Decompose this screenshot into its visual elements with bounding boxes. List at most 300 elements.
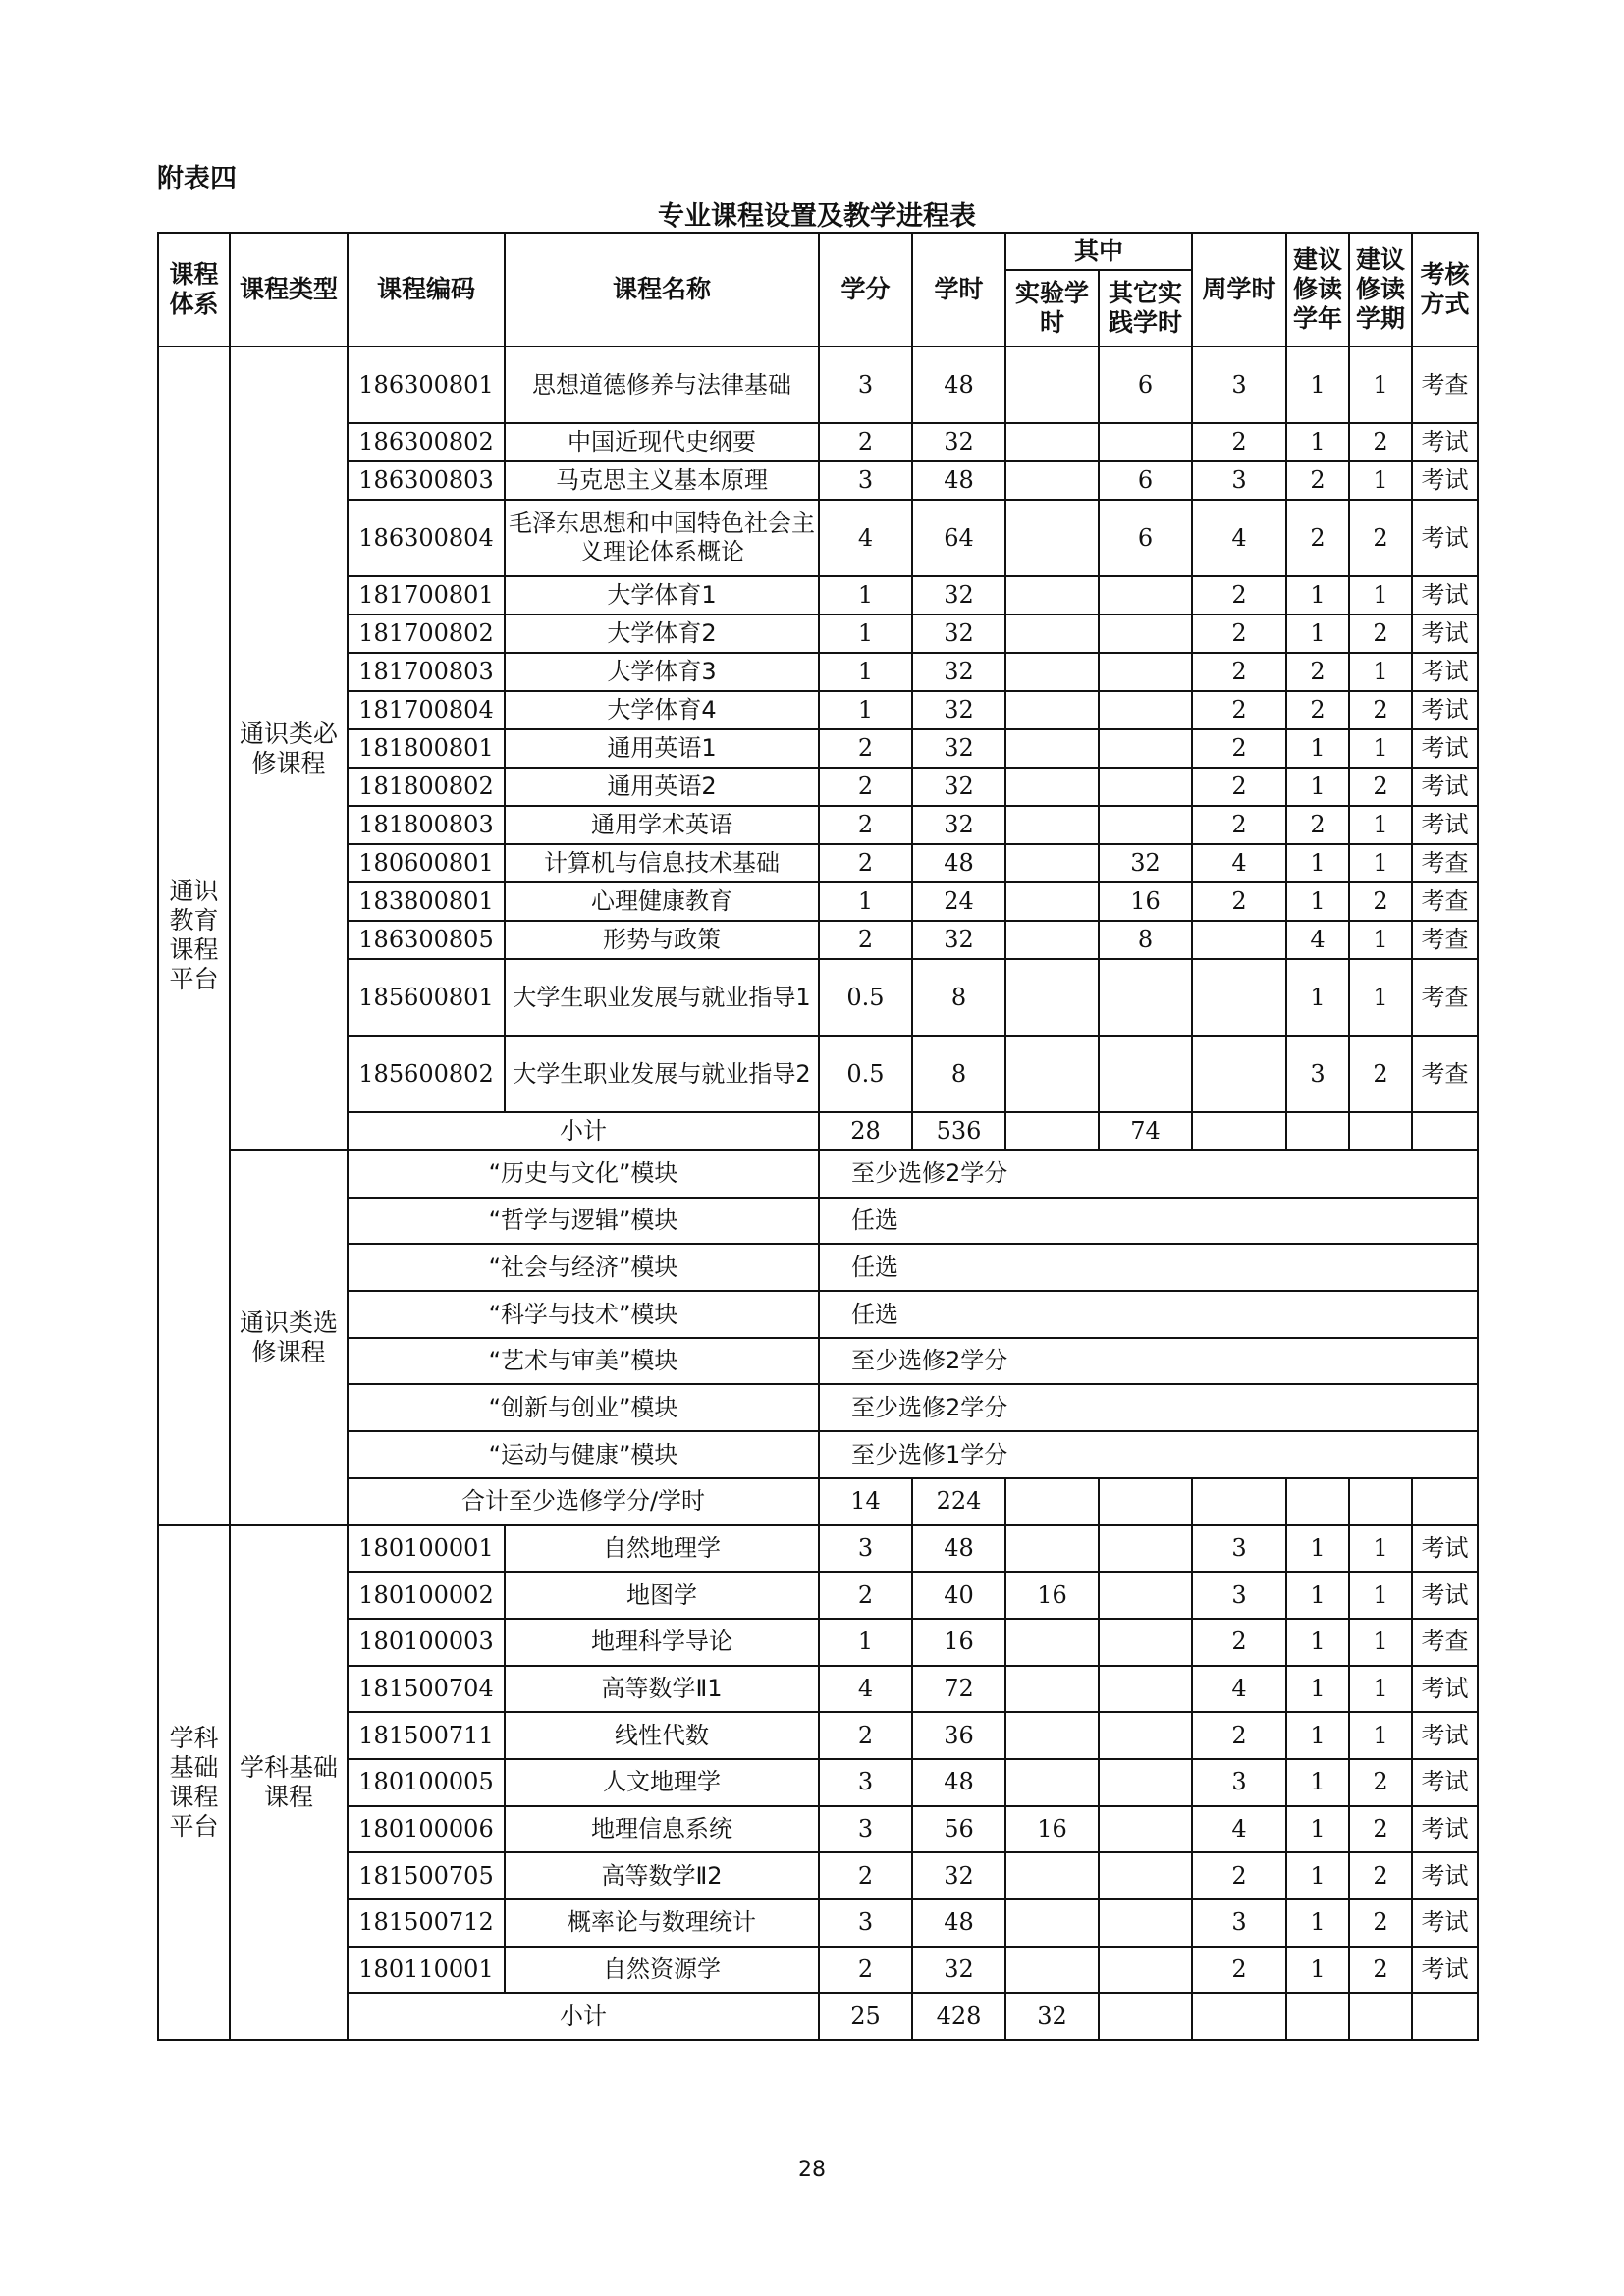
header-system: 课程体系 [158,233,230,347]
course-lab [1005,691,1099,729]
module-name: “艺术与审美”模块 [348,1338,819,1385]
course-code: 181700802 [348,614,505,653]
course-row [158,1947,1478,1994]
course-name: 自然地理学 [505,1525,819,1573]
course-weekly [1192,1036,1286,1112]
course-credit: 1 [819,576,912,614]
course-lab [1005,882,1099,921]
course-weekly: 2 [1192,1852,1286,1899]
module-name: “创新与创业”模块 [348,1384,819,1431]
header-row-1 [158,233,1478,270]
course-code: 180110001 [348,1947,505,1994]
course-weekly: 2 [1192,1619,1286,1666]
course-row [158,576,1478,614]
course-assess: 考试 [1412,806,1478,844]
course-name: 自然资源学 [505,1947,819,1994]
course-code: 185600802 [348,1036,505,1112]
type-general-required: 通识类必修课程 [230,347,348,1150]
course-other: 16 [1099,882,1192,921]
course-hours: 8 [912,959,1005,1036]
course-assess: 考试 [1412,1666,1478,1713]
course-assess: 考试 [1412,691,1478,729]
header-year: 建议修读学年 [1286,233,1349,347]
course-name: 心理健康教育 [505,882,819,921]
course-hours: 24 [912,882,1005,921]
header-lab: 实验学时 [1005,270,1099,347]
course-other [1099,1806,1192,1853]
course-code: 181700801 [348,576,505,614]
course-lab [1005,1759,1099,1806]
course-lab [1005,1947,1099,1994]
course-term: 1 [1349,1525,1412,1573]
course-hours: 40 [912,1572,1005,1619]
course-schedule-table [157,232,1479,2041]
course-term: 2 [1349,1899,1412,1947]
course-weekly: 3 [1192,461,1286,500]
course-weekly: 2 [1192,614,1286,653]
table-title: 专业课程设置及教学进程表 [658,201,976,232]
course-credit: 1 [819,614,912,653]
subtotal-lab: 32 [1005,1993,1099,2040]
course-term: 1 [1349,347,1412,423]
platform-general-education: 通识教育课程平台 [158,347,230,1525]
course-weekly [1192,921,1286,959]
course-code: 185600801 [348,959,505,1036]
course-weekly: 3 [1192,1525,1286,1573]
elective-total-year [1286,1478,1349,1525]
course-assess: 考查 [1412,921,1478,959]
header-credit: 学分 [819,233,912,347]
elective-total-hours: 224 [912,1478,1005,1525]
course-name: 形势与政策 [505,921,819,959]
course-weekly: 3 [1192,1759,1286,1806]
course-year: 1 [1286,1525,1349,1573]
subtotal-label: 小计 [348,1993,819,2040]
course-code: 181500705 [348,1852,505,1899]
elective-total-label: 合计至少选修学分/学时 [348,1478,819,1525]
course-year: 1 [1286,1759,1349,1806]
course-hours: 32 [912,691,1005,729]
course-lab [1005,921,1099,959]
course-row [158,423,1478,461]
course-name: 大学体育1 [505,576,819,614]
module-row [158,1338,1478,1385]
course-code: 181500712 [348,1899,505,1947]
subtotal-assess [1412,1993,1478,2040]
course-hours: 32 [912,768,1005,806]
subtotal-hours: 536 [912,1112,1005,1150]
course-name: 中国近现代史纲要 [505,423,819,461]
course-term: 2 [1349,1852,1412,1899]
course-term: 2 [1349,614,1412,653]
module-row [158,1150,1478,1198]
course-code: 181700804 [348,691,505,729]
course-weekly: 4 [1192,844,1286,882]
course-other [1099,1666,1192,1713]
course-hours: 48 [912,844,1005,882]
course-other [1099,1572,1192,1619]
course-code: 181700803 [348,653,505,691]
course-term: 1 [1349,1619,1412,1666]
course-assess: 考试 [1412,500,1478,576]
course-name: 人文地理学 [505,1759,819,1806]
course-credit: 1 [819,653,912,691]
course-code: 181500704 [348,1666,505,1713]
course-hours: 32 [912,806,1005,844]
course-credit: 2 [819,729,912,768]
course-name: 大学体育2 [505,614,819,653]
course-row [158,1619,1478,1666]
course-lab [1005,844,1099,882]
course-code: 181800802 [348,768,505,806]
course-weekly: 4 [1192,1806,1286,1853]
course-row [158,1572,1478,1619]
elective-total-term [1349,1478,1412,1525]
course-row [158,691,1478,729]
course-credit: 3 [819,1899,912,1947]
course-other: 8 [1099,921,1192,959]
header-assess: 考核方式 [1412,233,1478,347]
course-other [1099,806,1192,844]
course-term: 1 [1349,959,1412,1036]
module-requirement: 至少选修2学分 [819,1150,1478,1198]
course-hours: 32 [912,423,1005,461]
course-credit: 3 [819,1759,912,1806]
course-term: 1 [1349,844,1412,882]
elective-total-weekly [1192,1478,1286,1525]
appendix-label: 附表四 [157,164,237,194]
course-weekly: 2 [1192,1712,1286,1759]
module-name: “运动与健康”模块 [348,1431,819,1478]
course-hours: 56 [912,1806,1005,1853]
course-assess: 考试 [1412,768,1478,806]
subtotal-row [158,1993,1478,2040]
module-name: “历史与文化”模块 [348,1150,819,1198]
course-year: 1 [1286,959,1349,1036]
subtotal-label: 小计 [348,1112,819,1150]
course-credit: 0.5 [819,1036,912,1112]
course-weekly: 2 [1192,882,1286,921]
course-row [158,1806,1478,1853]
module-row [158,1291,1478,1338]
subtotal-hours: 428 [912,1993,1005,2040]
course-row [158,461,1478,500]
module-row [158,1244,1478,1291]
course-weekly [1192,959,1286,1036]
course-assess: 考查 [1412,882,1478,921]
course-weekly: 2 [1192,691,1286,729]
course-term: 1 [1349,921,1412,959]
course-lab [1005,347,1099,423]
course-term: 1 [1349,729,1412,768]
course-code: 186300802 [348,423,505,461]
course-assess: 考试 [1412,653,1478,691]
course-other [1099,691,1192,729]
course-term: 2 [1349,1759,1412,1806]
course-row [158,959,1478,1036]
course-other [1099,729,1192,768]
course-weekly: 2 [1192,1947,1286,1994]
course-credit: 2 [819,768,912,806]
course-lab [1005,1619,1099,1666]
course-lab [1005,1712,1099,1759]
course-row [158,1759,1478,1806]
subtotal-assess [1412,1112,1478,1150]
platform-discipline-foundation: 学科基础课程平台 [158,1525,230,2041]
course-code: 181800801 [348,729,505,768]
module-requirement: 任选 [819,1244,1478,1291]
course-lab [1005,423,1099,461]
module-requirement: 至少选修2学分 [819,1338,1478,1385]
course-row [158,882,1478,921]
module-requirement: 至少选修2学分 [819,1384,1478,1431]
module-row [158,1198,1478,1245]
course-assess: 考试 [1412,1899,1478,1947]
subtotal-credit: 28 [819,1112,912,1150]
subtotal-row [158,1112,1478,1150]
course-other [1099,1619,1192,1666]
course-term: 2 [1349,768,1412,806]
course-code: 180600801 [348,844,505,882]
course-year: 1 [1286,729,1349,768]
course-lab [1005,653,1099,691]
course-year: 2 [1286,653,1349,691]
module-requirement: 任选 [819,1198,1478,1245]
course-hours: 32 [912,653,1005,691]
course-code: 186300805 [348,921,505,959]
course-weekly: 2 [1192,806,1286,844]
course-code: 180100001 [348,1525,505,1573]
course-credit: 1 [819,1619,912,1666]
course-code: 186300801 [348,347,505,423]
course-lab [1005,1666,1099,1713]
course-weekly: 2 [1192,576,1286,614]
course-hours: 72 [912,1666,1005,1713]
course-lab [1005,576,1099,614]
course-hours: 48 [912,1525,1005,1573]
course-term: 2 [1349,500,1412,576]
course-credit: 1 [819,691,912,729]
course-code: 180100005 [348,1759,505,1806]
course-lab [1005,1852,1099,1899]
course-assess: 考试 [1412,1525,1478,1573]
course-year: 2 [1286,806,1349,844]
course-name: 线性代数 [505,1712,819,1759]
course-row [158,729,1478,768]
course-year: 1 [1286,1852,1349,1899]
course-lab [1005,959,1099,1036]
course-year: 1 [1286,1619,1349,1666]
course-credit: 1 [819,882,912,921]
module-requirement: 任选 [819,1291,1478,1338]
page-number: 28 [798,2158,826,2182]
course-other [1099,768,1192,806]
header-name: 课程名称 [505,233,819,347]
course-name: 思想道德修养与法律基础 [505,347,819,423]
course-name: 马克思主义基本原理 [505,461,819,500]
subtotal-lab [1005,1112,1099,1150]
course-name: 高等数学Ⅱ1 [505,1666,819,1713]
course-row [158,653,1478,691]
course-credit: 2 [819,1947,912,1994]
course-assess: 考查 [1412,1619,1478,1666]
course-row [158,921,1478,959]
course-weekly: 3 [1192,1899,1286,1947]
course-name: 通用英语2 [505,768,819,806]
course-year: 1 [1286,882,1349,921]
course-credit: 2 [819,844,912,882]
course-other [1099,1036,1192,1112]
course-row [158,1712,1478,1759]
course-weekly: 2 [1192,768,1286,806]
course-hours: 32 [912,921,1005,959]
course-name: 地图学 [505,1572,819,1619]
course-year: 1 [1286,347,1349,423]
course-hours: 64 [912,500,1005,576]
course-code: 183800801 [348,882,505,921]
course-assess: 考查 [1412,844,1478,882]
course-other [1099,1525,1192,1573]
course-weekly: 4 [1192,1666,1286,1713]
course-hours: 48 [912,347,1005,423]
course-year: 1 [1286,768,1349,806]
course-hours: 16 [912,1619,1005,1666]
course-other [1099,1899,1192,1947]
course-name: 大学生职业发展与就业指导2 [505,1036,819,1112]
course-row [158,500,1478,576]
header-hours: 学时 [912,233,1005,347]
course-code: 181500711 [348,1712,505,1759]
course-weekly: 2 [1192,423,1286,461]
course-other [1099,1759,1192,1806]
course-other [1099,959,1192,1036]
course-name: 计算机与信息技术基础 [505,844,819,882]
course-lab [1005,1525,1099,1573]
elective-total-other [1099,1478,1192,1525]
course-term: 1 [1349,806,1412,844]
course-credit: 2 [819,806,912,844]
course-name: 通用学术英语 [505,806,819,844]
course-credit: 4 [819,1666,912,1713]
elective-total-lab [1005,1478,1099,1525]
course-assess: 考试 [1412,729,1478,768]
course-row [158,1525,1478,1573]
course-lab [1005,1036,1099,1112]
course-credit: 4 [819,500,912,576]
module-row [158,1384,1478,1431]
course-lab: 16 [1005,1572,1099,1619]
course-term: 1 [1349,1572,1412,1619]
course-name: 通用英语1 [505,729,819,768]
course-assess: 考试 [1412,1759,1478,1806]
module-name: “社会与经济”模块 [348,1244,819,1291]
course-other [1099,1852,1192,1899]
course-other: 6 [1099,347,1192,423]
course-weekly: 3 [1192,347,1286,423]
course-assess: 考试 [1412,423,1478,461]
course-row [158,806,1478,844]
course-hours: 48 [912,461,1005,500]
subtotal-other [1099,1993,1192,2040]
module-row [158,1431,1478,1478]
course-credit: 3 [819,1525,912,1573]
course-lab [1005,500,1099,576]
course-row [158,614,1478,653]
course-other: 6 [1099,461,1192,500]
course-assess: 考试 [1412,1712,1478,1759]
subtotal-weekly [1192,1112,1286,1150]
course-row [158,347,1478,423]
course-credit: 2 [819,1852,912,1899]
course-lab [1005,806,1099,844]
course-name: 地理科学导论 [505,1619,819,1666]
elective-total-row [158,1478,1478,1525]
course-weekly: 4 [1192,500,1286,576]
course-other [1099,614,1192,653]
course-other [1099,1947,1192,1994]
course-assess: 考试 [1412,1572,1478,1619]
course-other [1099,1712,1192,1759]
elective-total-credit: 14 [819,1478,912,1525]
course-code: 186300803 [348,461,505,500]
course-term: 2 [1349,1036,1412,1112]
course-hours: 32 [912,729,1005,768]
table-body [158,347,1478,2040]
subtotal-year [1286,1112,1349,1150]
course-credit: 3 [819,1806,912,1853]
header-term: 建议修读学期 [1349,233,1412,347]
course-name: 大学体育4 [505,691,819,729]
course-assess: 考查 [1412,1036,1478,1112]
course-code: 180100006 [348,1806,505,1853]
course-hours: 48 [912,1759,1005,1806]
subtotal-term [1349,1112,1412,1150]
type-general-elective: 通识类选修课程 [230,1150,348,1525]
course-year: 1 [1286,1899,1349,1947]
subtotal-year [1286,1993,1349,2040]
course-name: 概率论与数理统计 [505,1899,819,1947]
course-name: 地理信息系统 [505,1806,819,1853]
course-weekly: 3 [1192,1572,1286,1619]
course-term: 2 [1349,423,1412,461]
type-discipline-foundation: 学科基础课程 [230,1525,348,2041]
course-lab [1005,614,1099,653]
course-term: 1 [1349,576,1412,614]
subtotal-other: 74 [1099,1112,1192,1150]
course-other [1099,423,1192,461]
course-hours: 32 [912,576,1005,614]
course-row [158,1036,1478,1112]
course-row [158,844,1478,882]
module-name: “科学与技术”模块 [348,1291,819,1338]
course-assess: 考试 [1412,614,1478,653]
course-term: 1 [1349,653,1412,691]
course-year: 2 [1286,500,1349,576]
course-term: 2 [1349,1947,1412,1994]
course-term: 1 [1349,1666,1412,1713]
subtotal-credit: 25 [819,1993,912,2040]
course-term: 1 [1349,1712,1412,1759]
course-assess: 考查 [1412,347,1478,423]
course-name: 高等数学Ⅱ2 [505,1852,819,1899]
course-code: 186300804 [348,500,505,576]
course-lab: 16 [1005,1806,1099,1853]
course-name: 大学生职业发展与就业指导1 [505,959,819,1036]
course-year: 4 [1286,921,1349,959]
course-code: 181800803 [348,806,505,844]
header-other: 其它实践学时 [1099,270,1192,347]
course-year: 1 [1286,844,1349,882]
